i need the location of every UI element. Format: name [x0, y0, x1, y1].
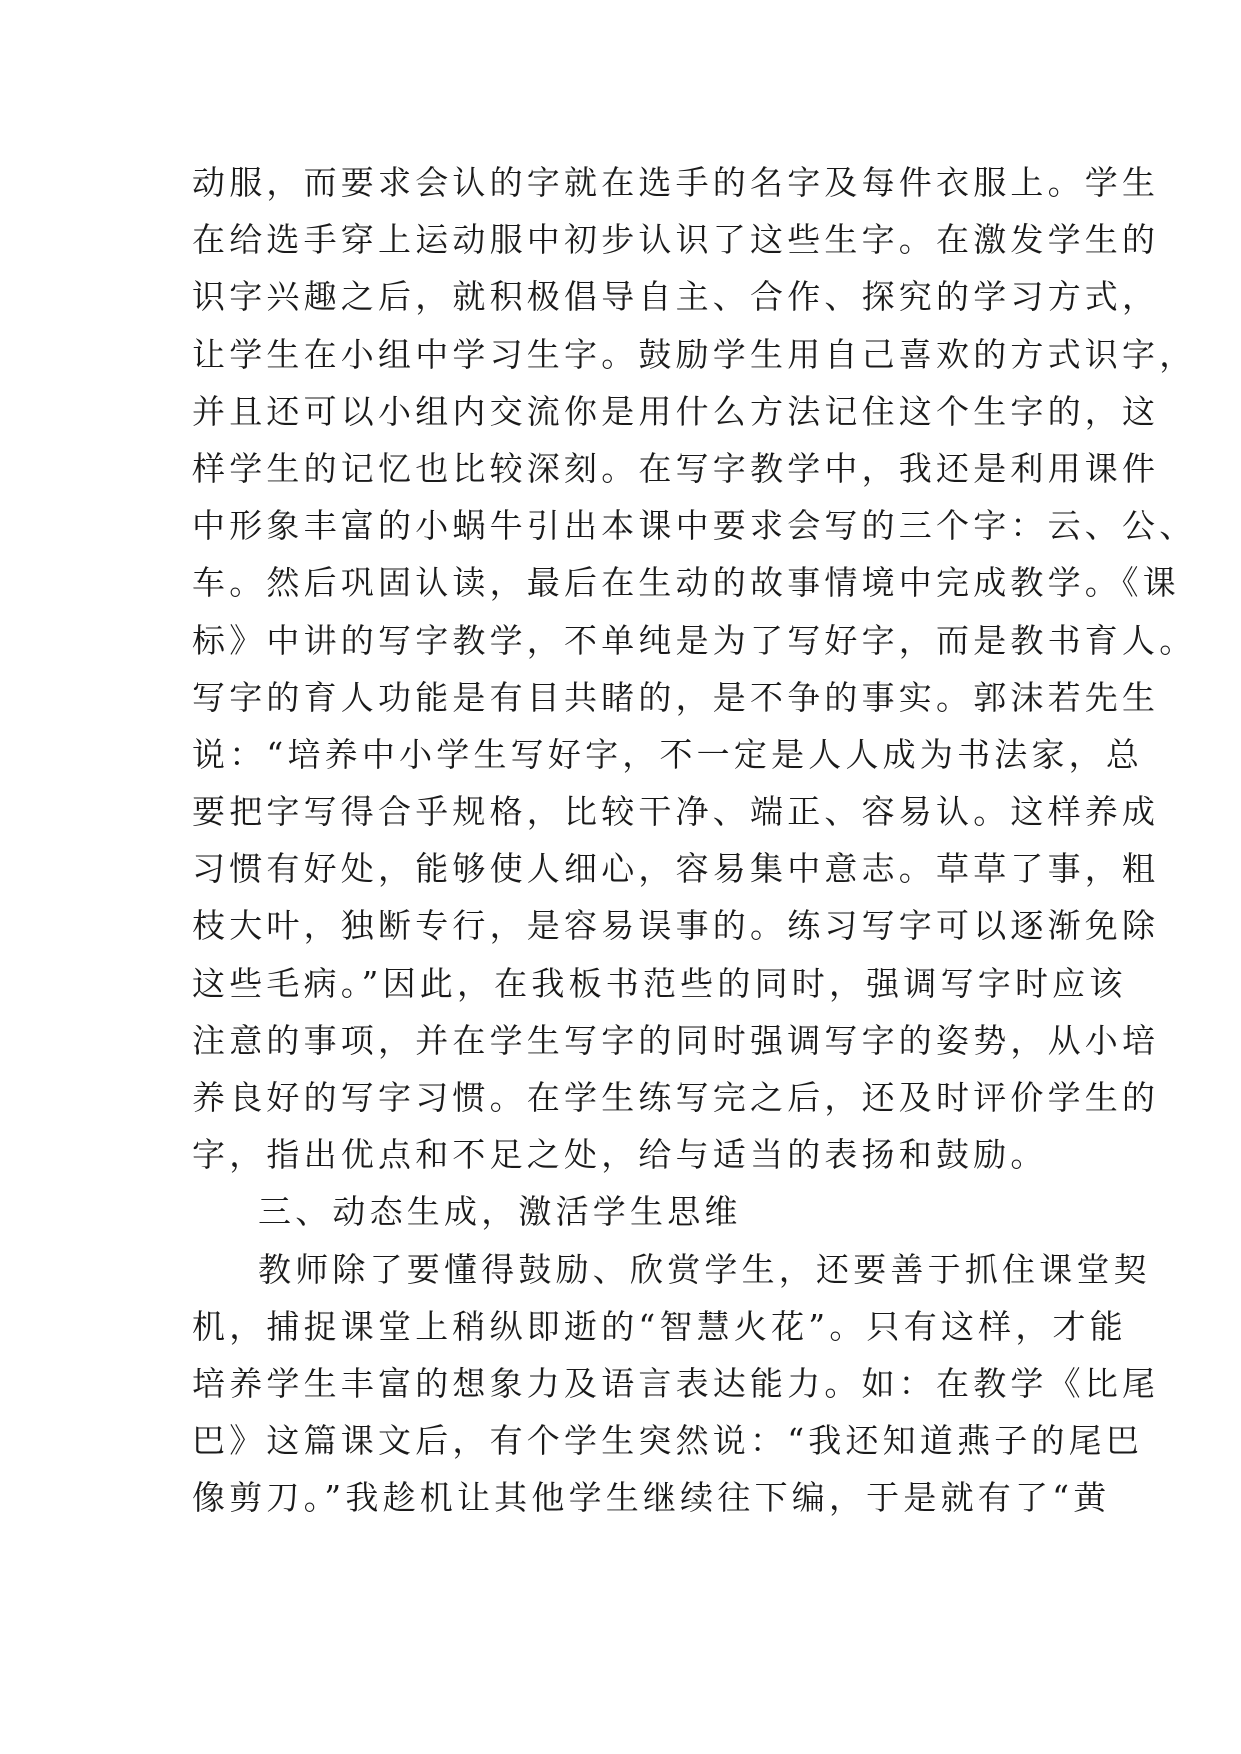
- text-line: 样学生的记忆也比较深刻。在写字教学中，我还是利用课件: [192, 448, 1160, 488]
- text-line: 车。然后巩固认读，最后在生动的故事情境中完成教学。《课: [192, 563, 1180, 603]
- text-line: 在给选手穿上运动服中初步认识了这些生字。在激发学生的: [192, 220, 1160, 260]
- text-line: 动服，而要求会认的字就在选手的名字及每件衣服上。学生: [192, 163, 1160, 202]
- text-line: 这些毛病。”因此，在我板书范些的同时，强调写字时应该: [192, 963, 1127, 1003]
- text-line: 注意的事项，并在学生写字的同时强调写字的姿势，从小培: [192, 1020, 1160, 1060]
- text-line: 要把字写得合乎规格，比较干净、端正、容易认。这样养成: [192, 792, 1160, 832]
- text-line: 像剪刀。”我趁机让其他学生继续往下编，于是就有了“黄: [192, 1478, 1111, 1518]
- text-line: 习惯有好处，能够使人细心，容易集中意志。草草了事，粗: [192, 849, 1160, 889]
- text-line: 字，指出优点和不足之处，给与适当的表扬和鼓励。: [192, 1135, 1048, 1175]
- text-line: 枝大叶，独断专行，是容易误事的。练习写字可以逐渐免除: [192, 906, 1160, 946]
- text-line: 识字兴趣之后，就积极倡导自主、合作、探究的学习方式，: [192, 277, 1160, 317]
- text-line: 中形象丰富的小蜗牛引出本课中要求会写的三个字：云、公、: [192, 506, 1197, 546]
- text-line: 标》中讲的写字教学，不单纯是为了写好字，而是教书育人。: [192, 620, 1197, 660]
- text-line: 让学生在小组中学习生字。鼓励学生用自己喜欢的方式识字，: [192, 334, 1197, 374]
- body-text: [192, 154, 1197, 1527]
- text-line: 说：“培养中小学生写好字，不一定是人人成为书法家，总: [192, 734, 1144, 774]
- text-line: 教师除了要懂得鼓励、欣赏学生，还要善于抓住课堂契: [258, 1249, 1151, 1289]
- text-line: 写字的育人功能是有目共睹的，是不争的事实。郭沫若先生: [192, 677, 1160, 717]
- text-line: 巴》这篇课文后，有个学生突然说：“我还知道燕子的尾巴: [192, 1421, 1144, 1461]
- section-heading: 三、动态生成，激活学生思维: [258, 1192, 742, 1232]
- text-line: 培养学生丰富的想象力及语言表达能力。如：在教学《比尾: [192, 1363, 1160, 1403]
- text-line: 养良好的写字习惯。在学生练写完之后，还及时评价学生的: [192, 1078, 1160, 1117]
- text-line: 并且还可以小组内交流你是用什么方法记住这个生字的，这: [192, 391, 1160, 431]
- text-line: 机，捕捉课堂上稍纵即逝的“智慧火花”。只有这样，才能: [192, 1306, 1127, 1346]
